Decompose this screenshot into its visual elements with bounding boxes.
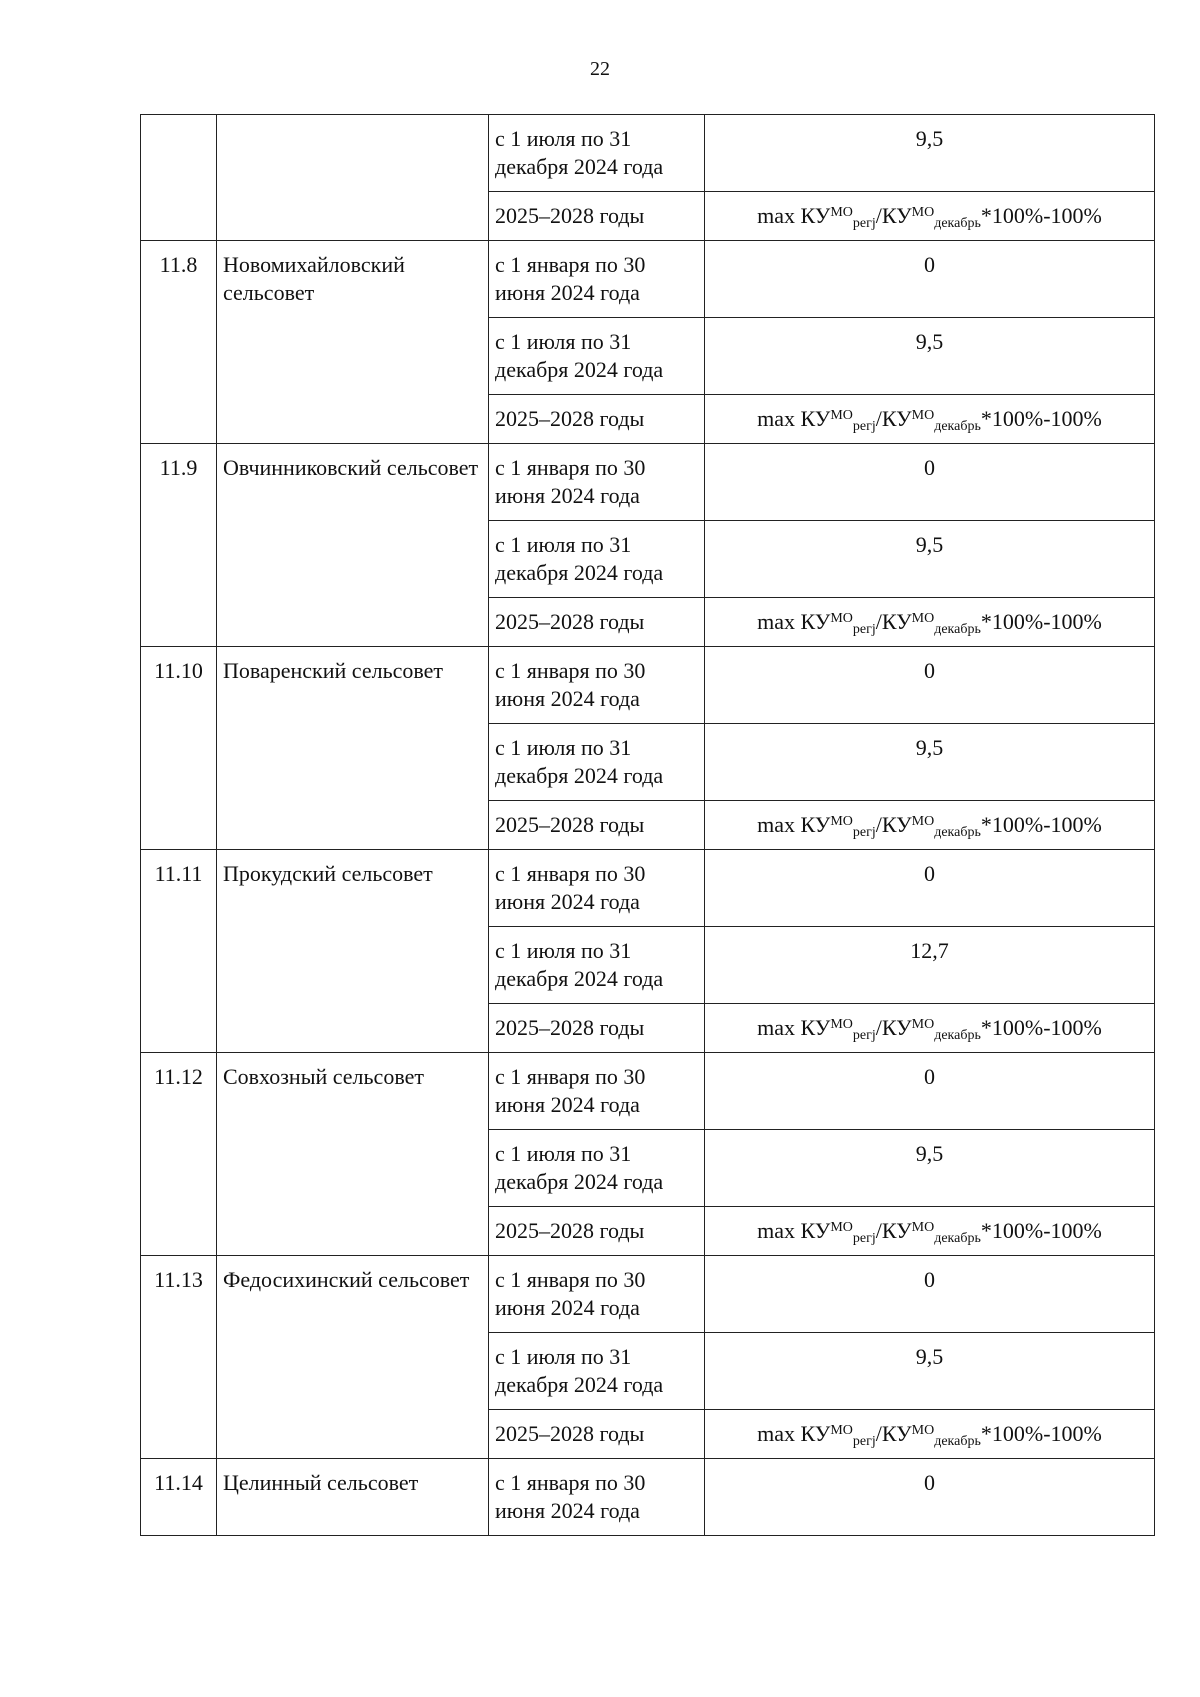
formula: $\max КУ^{МО}_{регj}/КУ^{МО}_{декабрь}*100\%-100\%$	[757, 1218, 1102, 1246]
period-years: 2025–2028 годы	[489, 1004, 705, 1053]
period-first-half: с 1 января по 30 июня 2024 года	[489, 1256, 705, 1333]
value-first-half: 0	[705, 647, 1155, 724]
row-number-cell	[141, 115, 217, 241]
period-second-half: с 1 июля по 31 декабря 2024 года	[489, 115, 705, 192]
value-first-half: 0	[705, 241, 1155, 318]
value-first-half: 0	[705, 1256, 1155, 1333]
period-first-half: с 1 января по 30 июня 2024 года	[489, 1053, 705, 1130]
table-row	[141, 115, 1155, 192]
period-second-half: с 1 июля по 31 декабря 2024 года	[489, 724, 705, 801]
municipality-name-cell: Целинный сельсовет	[217, 1459, 489, 1536]
value-second-half: 12,7	[705, 927, 1155, 1004]
formula-cell	[705, 1004, 1155, 1053]
value-first-half: 0	[705, 1053, 1155, 1130]
period-second-half: с 1 июля по 31 декабря 2024 года	[489, 318, 705, 395]
period-first-half: с 1 января по 30 июня 2024 года	[489, 1459, 705, 1536]
row-number-cell: 11.11	[141, 850, 217, 1053]
value-second-half: 9,5	[705, 318, 1155, 395]
municipality-name-cell	[217, 115, 489, 241]
formula: $\max КУ^{МО}_{регj}/КУ^{МО}_{декабрь}*100\%-100\%$	[757, 1015, 1102, 1043]
value-first-half: 0	[705, 444, 1155, 521]
table-row	[141, 444, 1155, 521]
table-row	[141, 241, 1155, 318]
value-second-half: 9,5	[705, 521, 1155, 598]
municipality-name-cell: Прокудский сельсовет	[217, 850, 489, 1053]
period-first-half: с 1 января по 30 июня 2024 года	[489, 444, 705, 521]
municipality-name-cell: Овчинниковский сельсовет	[217, 444, 489, 647]
table-row	[141, 850, 1155, 927]
value-second-half: 9,5	[705, 724, 1155, 801]
table-row	[141, 1053, 1155, 1130]
period-first-half: с 1 января по 30 июня 2024 года	[489, 850, 705, 927]
period-years: 2025–2028 годы	[489, 395, 705, 444]
formula: $\max КУ^{МО}_{регj}/КУ^{МО}_{декабрь}*100\%-100\%$	[757, 609, 1102, 637]
formula-cell	[705, 801, 1155, 850]
table-row	[141, 1459, 1155, 1536]
municipality-name-cell: Совхозный сельсовет	[217, 1053, 489, 1256]
formula: $\max КУ^{МО}_{регj}/КУ^{МО}_{декабрь}*100\%-100\%$	[757, 812, 1102, 840]
table-row	[141, 647, 1155, 724]
period-years: 2025–2028 годы	[489, 598, 705, 647]
formula-cell	[705, 598, 1155, 647]
formula-cell	[705, 1410, 1155, 1459]
value-second-half: 9,5	[705, 1333, 1155, 1410]
municipality-name-cell: Федосихинский сельсовет	[217, 1256, 489, 1459]
formula-cell	[705, 395, 1155, 444]
period-second-half: с 1 июля по 31 декабря 2024 года	[489, 1333, 705, 1410]
row-number-cell: 11.14	[141, 1459, 217, 1536]
formula-cell	[705, 1207, 1155, 1256]
municipality-name-cell: Новомихайловский сельсовет	[217, 241, 489, 444]
page-number: 22	[590, 58, 610, 80]
rates-table	[140, 114, 1155, 1536]
value-second-half: 9,5	[705, 115, 1155, 192]
period-years: 2025–2028 годы	[489, 1207, 705, 1256]
period-years: 2025–2028 годы	[489, 1410, 705, 1459]
formula: $\max КУ^{МО}_{регj}/КУ^{МО}_{декабрь}*100\%-100\%$	[757, 203, 1102, 231]
value-second-half: 9,5	[705, 1130, 1155, 1207]
value-first-half: 0	[705, 850, 1155, 927]
period-second-half: с 1 июля по 31 декабря 2024 года	[489, 521, 705, 598]
table-row	[141, 1256, 1155, 1333]
row-number-cell: 11.13	[141, 1256, 217, 1459]
period-years: 2025–2028 годы	[489, 801, 705, 850]
value-first-half: 0	[705, 1459, 1155, 1536]
formula: $\max КУ^{МО}_{регj}/КУ^{МО}_{декабрь}*100\%-100\%$	[757, 1421, 1102, 1449]
row-number-cell: 11.8	[141, 241, 217, 444]
row-number-cell: 11.10	[141, 647, 217, 850]
formula: $\max КУ^{МО}_{регj}/КУ^{МО}_{декабрь}*100\%-100\%$	[757, 406, 1102, 434]
row-number-cell: 11.12	[141, 1053, 217, 1256]
period-years: 2025–2028 годы	[489, 192, 705, 241]
period-second-half: с 1 июля по 31 декабря 2024 года	[489, 1130, 705, 1207]
period-first-half: с 1 января по 30 июня 2024 года	[489, 647, 705, 724]
period-second-half: с 1 июля по 31 декабря 2024 года	[489, 927, 705, 1004]
municipality-name-cell: Поваренский сельсовет	[217, 647, 489, 850]
period-first-half: с 1 января по 30 июня 2024 года	[489, 241, 705, 318]
row-number-cell: 11.9	[141, 444, 217, 647]
formula-cell	[705, 192, 1155, 241]
